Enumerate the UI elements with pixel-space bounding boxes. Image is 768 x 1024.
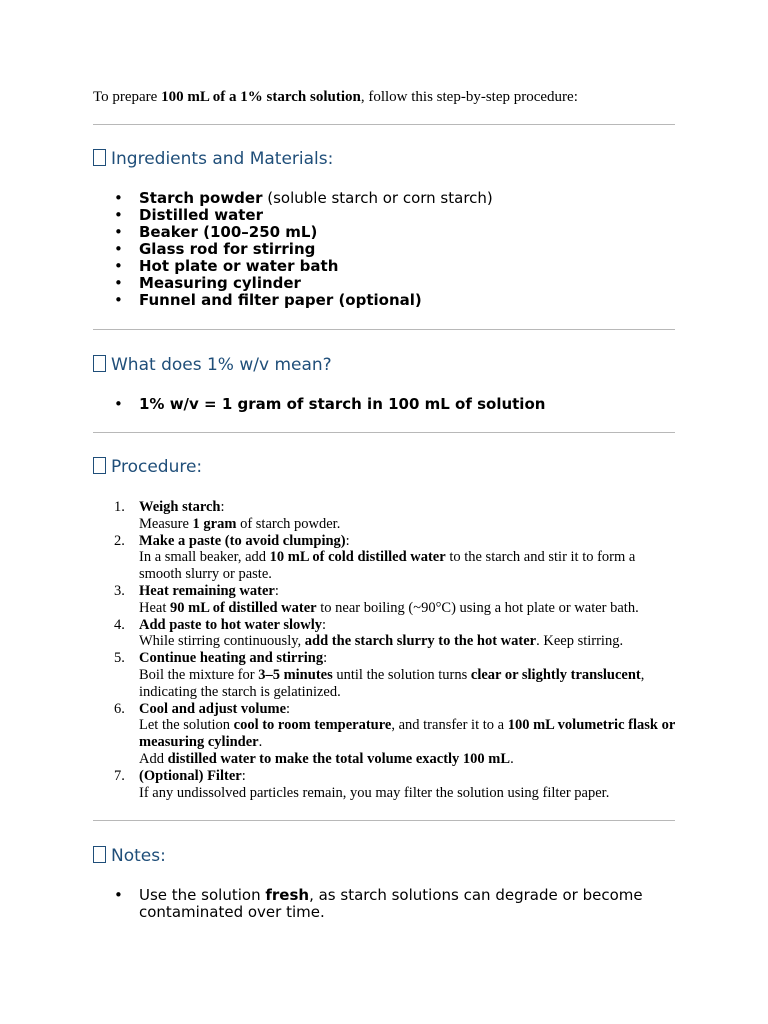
- note-bold: fresh: [265, 886, 310, 904]
- step-text: Heat: [139, 599, 170, 616]
- step-title: Continue heating and stirring: [139, 650, 324, 667]
- item-rest: (soluble starch or corn starch): [262, 189, 493, 207]
- item-bold: Starch powder: [139, 189, 263, 207]
- step-bold: 90 mL of distilled water: [170, 599, 317, 616]
- step-bold: add the starch slurry to the hot water: [304, 633, 537, 650]
- step-text: If any undissolved particles remain, you may filter the solution using filter paper.: [139, 784, 610, 801]
- step-number: 6.: [114, 700, 125, 717]
- item-bold: Beaker (100–250 mL): [139, 223, 318, 241]
- notes-list: [93, 887, 675, 921]
- notes-heading-text: Notes:: [111, 846, 166, 866]
- procedure-list: [93, 499, 675, 801]
- notes-heading: [93, 845, 166, 867]
- list-item: [93, 190, 493, 207]
- step-title: Cool and adjust volume: [139, 700, 287, 717]
- step-bold: 100 mL volumetric flask or measuring cylinder: [139, 717, 675, 751]
- step-text: Let the solution: [139, 717, 234, 734]
- step-number: 3.: [114, 582, 125, 599]
- note-text: , as starch solutions can degrade or become contaminated over time.: [139, 886, 643, 921]
- intro-suffix: , follow this step-by-step procedure:: [360, 89, 578, 105]
- step-text: .: [510, 750, 514, 767]
- divider: [93, 329, 675, 330]
- meaning-heading-text: What does 1% w/v mean?: [111, 355, 332, 375]
- divider: [93, 124, 675, 125]
- step-text: , and transfer it to a: [391, 717, 508, 734]
- procedure-step: 3. Heat remaining water: Heat 90 mL of distilled water to near boiling (~90°C) using a hot plate or water bath.: [114, 582, 639, 616]
- step-text: to near boiling (~90°C) using a hot plate or water bath.: [316, 599, 639, 616]
- list-item: [93, 292, 493, 309]
- step-text: to the starch and stir it to form a smooth slurry or paste.: [139, 549, 636, 583]
- missing-glyph-icon: [93, 846, 106, 863]
- ingredients-heading-text: Ingredients and Materials:: [111, 149, 334, 169]
- list-item: [93, 224, 493, 241]
- missing-glyph-icon: [93, 355, 106, 372]
- step-text: , indicating the starch is gelatinized.: [139, 666, 645, 700]
- procedure-step: 5. Continue heating and stirring: Boil the mixture for 3–5 minutes until the solution turns clear or slightly translucent, indicating the starch is gelatinized.: [114, 650, 645, 700]
- step-number: 5.: [114, 650, 125, 667]
- intro-paragraph: [93, 88, 578, 106]
- list-item: [93, 396, 545, 413]
- step-bold: 10 mL of cold distilled water: [269, 549, 446, 566]
- note-text: Use the solution: [139, 886, 266, 904]
- list-item: [93, 275, 493, 292]
- procedure-step: 4. Add paste to hot water slowly: While stirring continuously, add the starch slurry to the hot water. Keep stirring.: [114, 616, 624, 650]
- list-item: [93, 207, 493, 224]
- step-number: 2.: [114, 532, 125, 549]
- step-bold: distilled water to make the total volume exactly 100 mL: [167, 750, 511, 767]
- step-title: (Optional) Filter: [139, 767, 242, 784]
- meaning-list: [93, 396, 545, 413]
- meaning-heading: [93, 354, 332, 376]
- list-item: [93, 241, 493, 258]
- step-title: Weigh starch: [139, 499, 221, 515]
- step-number: 1.: [114, 499, 125, 515]
- step-bold: 1 gram: [192, 515, 237, 532]
- step-title: Heat remaining water: [139, 582, 275, 599]
- divider: [93, 820, 675, 821]
- step-number: 7.: [114, 767, 125, 784]
- meaning-text: 1% w/v = 1 gram of starch in 100 mL of solution: [139, 395, 546, 413]
- item-bold: Funnel and filter paper (optional): [139, 291, 422, 309]
- procedure-step: 1. Weigh starch: Measure 1 gram of starch powder.: [114, 499, 341, 532]
- intro-prefix: To prepare: [93, 89, 162, 105]
- step-number: 4.: [114, 616, 125, 633]
- step-title: Add paste to hot water slowly: [139, 616, 322, 633]
- intro-bold: 100 mL of a 1% starch solution: [161, 89, 361, 105]
- missing-glyph-icon: [93, 457, 106, 474]
- step-text: .: [258, 734, 263, 751]
- list-item: [93, 258, 493, 275]
- missing-glyph-icon: [93, 149, 106, 166]
- step-text: Boil the mixture for: [139, 666, 259, 683]
- procedure-step: 6. Cool and adjust volume: Let the solution cool to room temperature, and transfer it to a 100 mL volumetric flask or measuring cylinder. Add distilled water to make the total volume exactly 100 mL.: [114, 700, 675, 767]
- procedure-heading: [93, 456, 202, 478]
- list-item: [93, 887, 679, 921]
- step-text: Add: [139, 750, 168, 767]
- step-text: until the solution turns: [332, 666, 471, 683]
- step-text: of starch powder.: [236, 515, 341, 532]
- step-text: Measure: [139, 515, 193, 532]
- item-bold: Glass rod for stirring: [139, 240, 316, 258]
- ingredients-list: [93, 190, 493, 309]
- ingredients-heading: [93, 148, 333, 170]
- step-text: In a small beaker, add: [139, 549, 270, 566]
- divider: [93, 432, 675, 433]
- step-text: . Keep stirring.: [536, 633, 624, 650]
- step-text: While stirring continuously,: [139, 633, 305, 650]
- procedure-step: 7. (Optional) Filter: If any undissolved particles remain, you may filter the solution using filter paper.: [114, 767, 610, 801]
- item-bold: Hot plate or water bath: [139, 257, 339, 275]
- item-bold: Measuring cylinder: [139, 274, 301, 292]
- step-bold: 3–5 minutes: [258, 666, 333, 683]
- procedure-step: 2. Make a paste (to avoid clumping): In a small beaker, add 10 mL of cold distilled water to the starch and stir it to form a smooth slurry or paste.: [114, 532, 636, 583]
- item-bold: Distilled water: [139, 206, 263, 224]
- step-bold: cool to room temperature: [233, 717, 392, 734]
- procedure-heading-text: Procedure:: [111, 457, 203, 477]
- step-title: Make a paste (to avoid clumping): [139, 532, 346, 549]
- step-bold: clear or slightly translucent: [470, 666, 641, 683]
